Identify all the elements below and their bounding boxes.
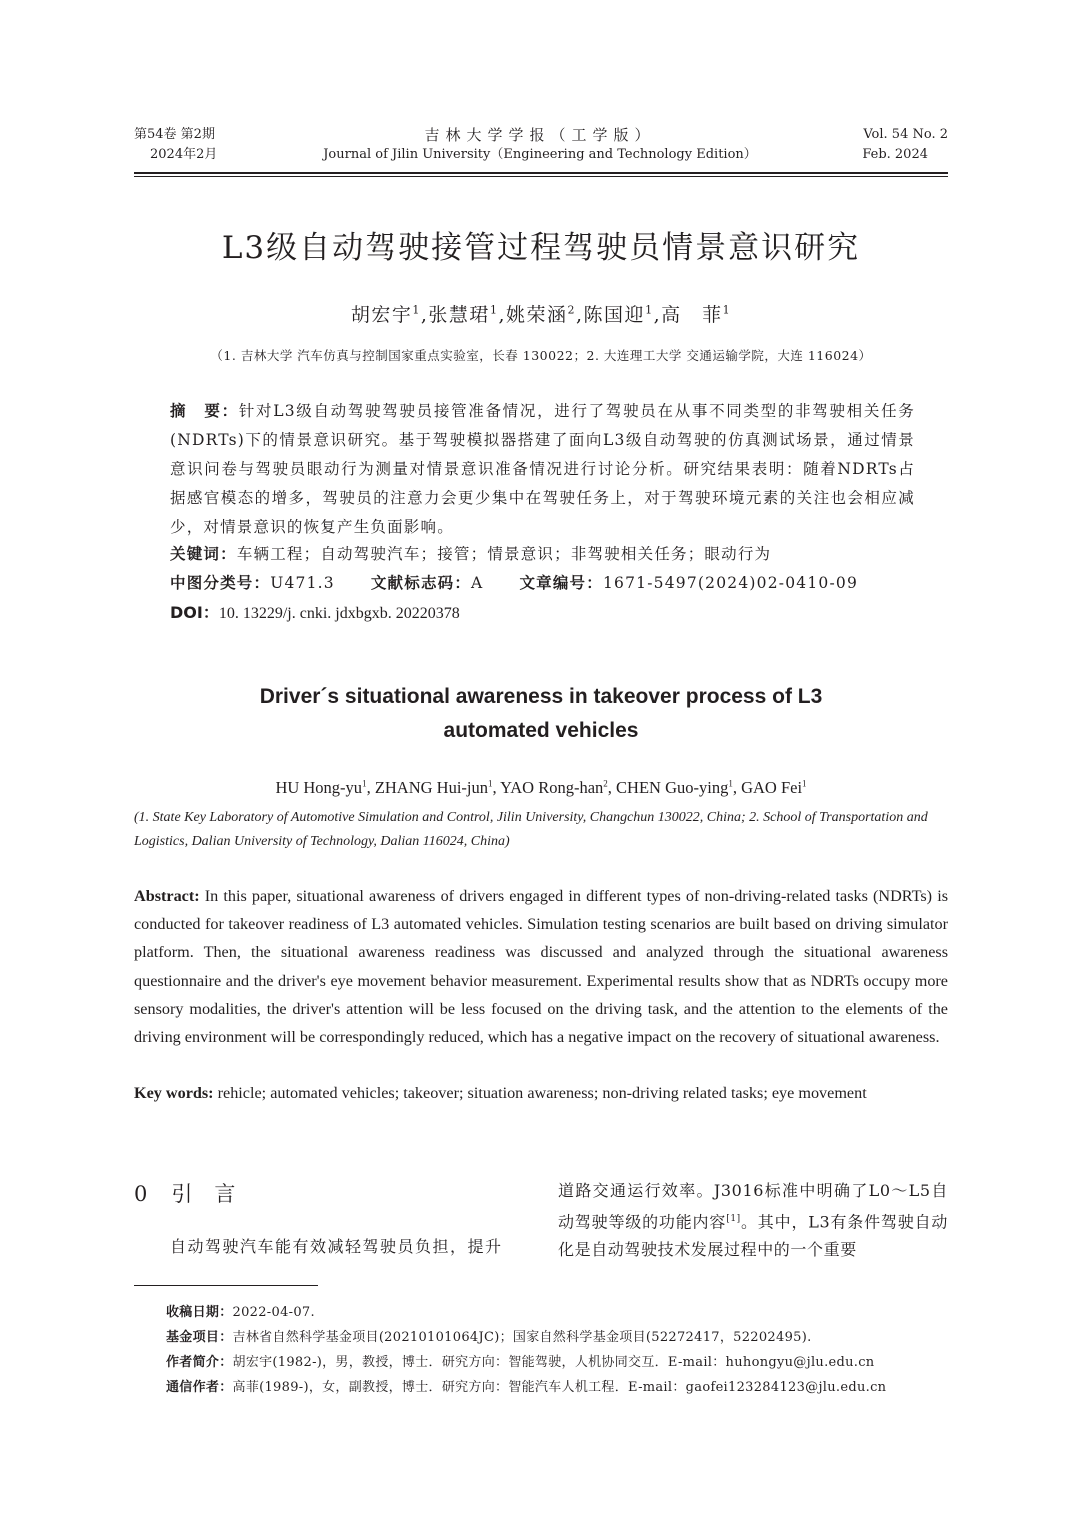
keywords-text-en: rehicle; automated vehicles; takeover; situation awareness; non-driving related tasks; eye movement xyxy=(213,1084,867,1102)
title-en-line1: Driver´s situational awareness in takeover process of L3 xyxy=(259,685,823,708)
footnote-label: 作者简介： xyxy=(166,1355,233,1370)
footnote-funding xyxy=(166,1325,956,1350)
title-en-line2: automated vehicles xyxy=(443,719,639,742)
abstract-label-en: Abstract: xyxy=(134,887,200,905)
footnote-text: 2022-04-07. xyxy=(232,1305,315,1320)
volume-issue-en: Vol. 54 No. 2 xyxy=(863,127,948,142)
doc-code-value: A xyxy=(471,574,484,592)
affiliation-cn: （1. 吉林大学 汽车仿真与控制国家重点实验室，长春 130022；2. 大连理工大学 交通运输学院，大连 116024） xyxy=(210,348,872,363)
journal-name-en: Journal of Jilin University（Engineering and Technology Edition） xyxy=(323,147,757,162)
footnote-author-bio xyxy=(166,1350,956,1375)
author-affil-sup: 1 xyxy=(722,303,732,317)
clc-value: U471.3 xyxy=(270,574,335,592)
doc-code-label: 文献标志码： xyxy=(370,574,472,592)
author-affil-sup: 1 xyxy=(489,303,499,317)
author-cn: 高 菲 xyxy=(661,304,723,326)
author-en: GAO Fei xyxy=(741,778,803,797)
author-cn: 张慧珺 xyxy=(428,304,490,326)
keywords-label-en: Key words: xyxy=(134,1084,214,1102)
author-cn: 姚荣涵 xyxy=(505,304,568,326)
abstract-en xyxy=(134,882,948,1051)
header-rule-thick xyxy=(134,172,948,174)
date-en: Feb. 2024 xyxy=(862,147,928,162)
author-affil-sup: 1 xyxy=(488,778,493,789)
abstract-label-cn: 摘 要： xyxy=(170,402,239,420)
footnote-label: 基金项目： xyxy=(166,1330,233,1345)
volume-issue-cn: 第54卷 第2期 xyxy=(134,127,215,142)
running-header-left xyxy=(134,125,314,165)
section-heading xyxy=(134,1178,257,1208)
abstract-text-cn: 针对L3级自动驾驶驾驶员接管准备情况，进行了驾驶员在从事不同类型的非驾驶相关任务(NDRTs)下的情景意识研究。基于驾驶模拟器搭建了面向L3级自动驾驶的仿真测试场景，通过情景意识问卷与驾驶员眼动行为测量对情景意识准备情况进行讨论分析。研究结果表明：随着NDRTs占据感官模态的增多，驾驶员的注意力会更少集中在驾驶任务上，对于驾驶环境元素的关注也会相应减少，对情景意识的恢复产生负面影响。 xyxy=(170,402,915,536)
author-affil-sup: 1 xyxy=(802,778,807,789)
running-header-right xyxy=(780,125,948,165)
footnote-text: 高菲(1989-)，女，副教授，博士．研究方向：智能汽车人机工程．E-mail：gaofei123284123@jlu.edu.cn xyxy=(232,1380,887,1395)
footnote-label: 收稿日期： xyxy=(166,1305,233,1320)
author-cn: 陈国迎 xyxy=(583,304,646,326)
abstract-text-en: In this paper, situational awareness of drivers engaged in different types of non-driving-related tasks (NDRTs) is conducted for takeover readiness of L3 automated vehicles. Simulation testing scenarios are built based on driving simulator platform. Then, the situational awareness readiness was discussed and analyzed through the situational awareness questionnaire and the driver's eye movement behavior measurement. Experimental results show that as NDRTs occupy more sensory modalities, the driver's attention will be less focused on the driving task, and the attention to the elements of the driving environment will be correspondingly reduced, which has a negative impact on the recovery of situational awareness. xyxy=(134,887,948,1047)
body-text-part: 道路交通运行效率。J3016标准中明确了L0～L5自动驾驶等级的功能内容 xyxy=(558,1181,948,1232)
footnote-text: 胡宏宇(1982-)，男，教授，博士．研究方向：智能驾驶，人机协同交互．E-mail：huhongyu@jlu.edu.cn xyxy=(232,1355,875,1370)
header-rule-thin xyxy=(134,176,948,177)
journal-name-cn: 吉林大学学报（工学版） xyxy=(424,126,656,144)
body-text-left-column: 自动驾驶汽车能有效减轻驾驶员负担，提升 xyxy=(170,1237,503,1256)
classification-row xyxy=(170,569,915,598)
footnote-received xyxy=(166,1300,956,1325)
author-list-en: HU Hong-$yu^1$, ZHANG Hui-jun$^1$, YAO Rong-han$^2$, CHEN Guo-ying$^1$, GAO Fei$^1$ xyxy=(275,778,807,797)
article-number-label: 文章编号： xyxy=(519,574,603,592)
date-cn: 2024年2月 xyxy=(150,147,218,162)
article-number-value: 1671-5497(2024)02-0410-09 xyxy=(602,574,859,592)
author-en: YAO Rong-han xyxy=(500,778,604,797)
body-text-right-column xyxy=(558,1177,948,1264)
author-en: ZHANG Hui-jun xyxy=(374,778,489,797)
paper-title-cn: L3级自动驾驶接管过程驾驶员情景意识研究 xyxy=(221,230,861,266)
author-list-cn: 胡宏宇$^1$,张慧珺$^1$,姚荣涵$^2$,陈国迎$^1$,高 菲$^1$ xyxy=(350,303,732,326)
author-affil-sup: 1 xyxy=(645,303,654,317)
footnote-corresponding-author xyxy=(166,1375,956,1400)
keywords-en xyxy=(134,1079,948,1108)
affiliation-en: (1. State Key Laboratory of Automotive Simulation and Control, Jilin University, Changchun 130022, China; 2. School of Transportation and Logistics, Dalian University of Technology, Dalian 116024, China) xyxy=(134,810,928,849)
abstract-cn xyxy=(170,397,915,542)
author-affil-sup: 1 xyxy=(728,778,733,789)
keywords-label-cn: 关键词： xyxy=(170,545,237,563)
author-affil-sup: 2 xyxy=(567,303,576,317)
keywords-text-cn: 车辆工程；自动驾驶汽车；接管；情景意识；非驾驶相关任务；眼动行为 xyxy=(236,545,772,563)
citation-ref[interactable]: [1] xyxy=(726,1214,741,1224)
footnote-text: 吉林省自然科学基金项目(20210101064JC)；国家自然科学基金项目(52272417，52202495). xyxy=(232,1330,812,1345)
author-affil-sup: 1 xyxy=(362,778,367,789)
author-en: HU Hong-yu xyxy=(275,778,363,797)
doi-label: DOI： xyxy=(170,603,219,622)
section-title: 引言 xyxy=(171,1182,258,1206)
footnote-rule xyxy=(134,1285,318,1286)
paper-title-en xyxy=(134,680,948,748)
doi-row xyxy=(170,598,915,628)
clc-label: 中图分类号： xyxy=(170,574,271,592)
author-affil-sup: 2 xyxy=(603,778,608,789)
author-cn: 胡宏宇 xyxy=(350,304,413,326)
section-number: 0 xyxy=(134,1182,150,1206)
author-en: CHEN Guo-ying xyxy=(616,778,729,797)
running-header-center xyxy=(300,125,780,165)
footnotes xyxy=(166,1300,956,1400)
footnote-label: 通信作者： xyxy=(166,1380,233,1395)
doi-value[interactable]: 10. 13229/j. cnki. jdxbgxb. 20220378 xyxy=(218,605,460,622)
body-text-part: 。其中，L3有条件驾驶自动化是自动驾驶技术发展过程中的一个重要 xyxy=(558,1212,948,1260)
author-affil-sup: 1 xyxy=(412,303,421,317)
keywords-cn xyxy=(170,540,915,569)
